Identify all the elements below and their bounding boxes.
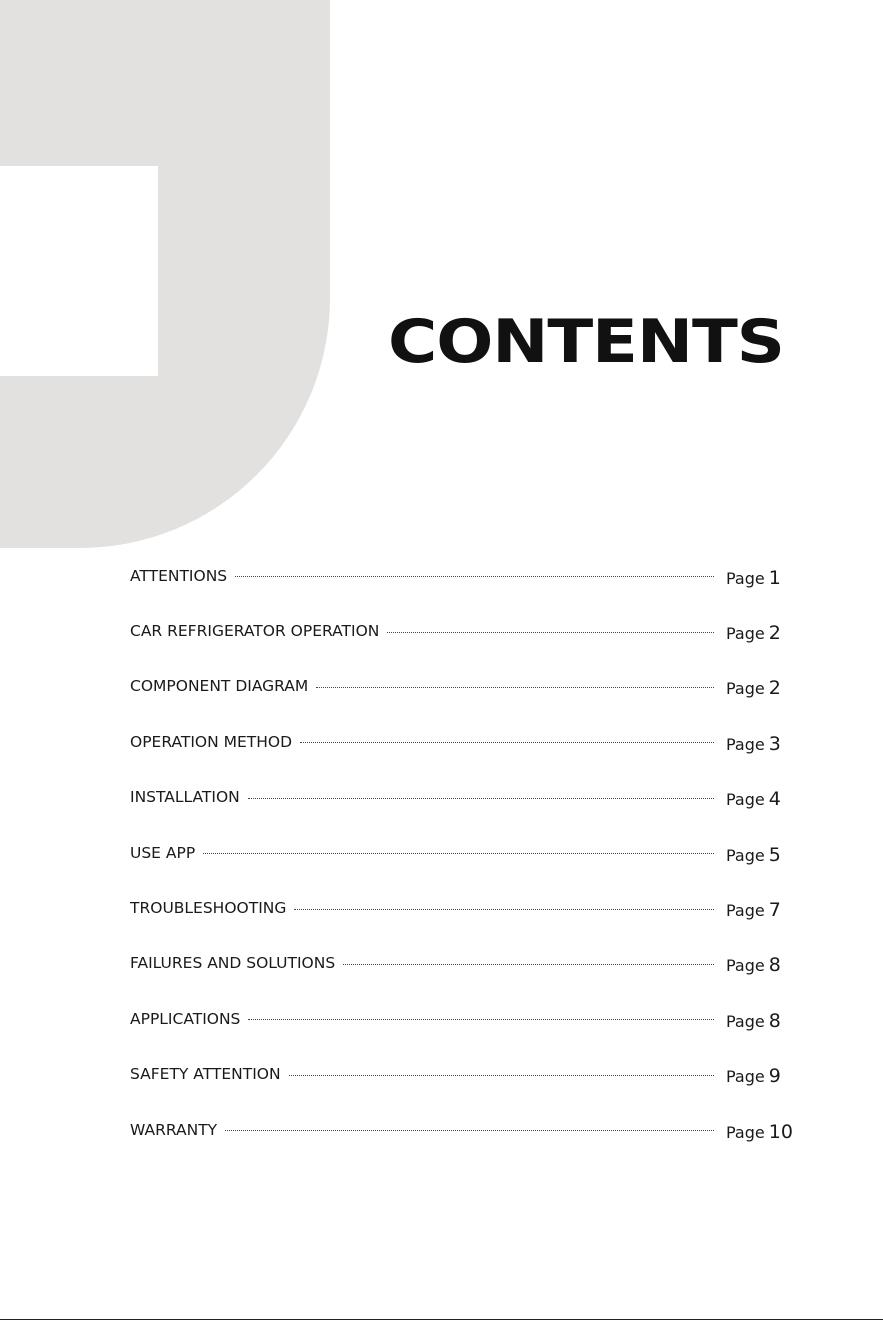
toc-page-number: 1 xyxy=(768,566,781,589)
toc-entry-label: OPERATION METHOD xyxy=(130,732,293,751)
toc-page-word: Page xyxy=(726,1122,765,1142)
toc-page-number: 9 xyxy=(768,1065,781,1088)
toc-page-ref xyxy=(726,677,810,699)
toc-page-word: Page xyxy=(726,790,765,810)
toc-entry-label: SAFETY ATTENTION xyxy=(130,1065,281,1084)
toc-entry-installation[interactable] xyxy=(130,770,810,825)
toc-page-number: 3 xyxy=(768,732,781,755)
toc-entry-label: COMPONENT DIAGRAM xyxy=(130,677,309,696)
toc-page-ref xyxy=(726,899,810,921)
toc-page-ref xyxy=(726,1121,810,1143)
page-title: CONTENTS xyxy=(388,307,784,377)
toc-dot-leader xyxy=(248,798,714,799)
toc-dot-leader xyxy=(235,576,714,577)
toc-entry-applications[interactable] xyxy=(130,991,810,1046)
toc-entry-label: USE APP xyxy=(130,843,196,862)
toc-entry-warranty[interactable] xyxy=(130,1102,810,1157)
toc-dot-leader xyxy=(203,853,714,854)
toc-dot-leader xyxy=(387,632,714,633)
toc-dot-leader xyxy=(225,1130,714,1131)
toc-page-number: 8 xyxy=(768,1009,781,1032)
toc-dot-leader xyxy=(294,909,714,910)
toc-page-number: 2 xyxy=(768,677,781,700)
toc-page-word: Page xyxy=(726,956,765,976)
toc-page-number: 2 xyxy=(768,622,781,645)
toc-entry-label: CAR REFRIGERATOR OPERATION xyxy=(130,622,380,641)
toc-page-number: 7 xyxy=(768,899,781,922)
toc-dot-leader xyxy=(300,742,714,743)
toc-page-ref xyxy=(726,844,810,866)
toc-entry-failures-and-solutions[interactable] xyxy=(130,936,810,991)
toc-entry-car-refrigerator-operation[interactable] xyxy=(130,603,810,658)
decorative-shape-cutout xyxy=(0,166,158,376)
table-of-contents xyxy=(130,548,810,1157)
toc-entry-attentions[interactable] xyxy=(130,548,810,603)
toc-page-word: Page xyxy=(726,734,765,754)
toc-entry-use-app[interactable] xyxy=(130,825,810,880)
toc-page-ref xyxy=(726,954,810,976)
toc-entry-component-diagram[interactable] xyxy=(130,659,810,714)
toc-page-number: 4 xyxy=(768,788,781,811)
toc-entry-troubleshooting[interactable] xyxy=(130,880,810,935)
toc-dot-leader xyxy=(343,964,714,965)
toc-page-number: 10 xyxy=(768,1120,793,1143)
toc-page-number: 8 xyxy=(768,954,781,977)
toc-page-word: Page xyxy=(726,568,765,588)
toc-page-word: Page xyxy=(726,679,765,699)
toc-entry-label: FAILURES AND SOLUTIONS xyxy=(130,954,336,973)
toc-page-word: Page xyxy=(726,1067,765,1087)
toc-entry-safety-attention[interactable] xyxy=(130,1047,810,1102)
toc-entry-label: TROUBLESHOOTING xyxy=(130,899,287,918)
toc-entry-label: APPLICATIONS xyxy=(130,1009,241,1028)
toc-page-word: Page xyxy=(726,845,765,865)
toc-page-word: Page xyxy=(726,624,765,644)
toc-entry-operation-method[interactable] xyxy=(130,714,810,769)
toc-dot-leader xyxy=(289,1075,714,1076)
toc-entry-label: ATTENTIONS xyxy=(130,566,228,585)
toc-entry-label: INSTALLATION xyxy=(130,788,240,807)
toc-page-ref xyxy=(726,1065,810,1087)
toc-page-ref xyxy=(726,1010,810,1032)
bottom-divider-line xyxy=(0,1319,883,1320)
toc-page-word: Page xyxy=(726,901,765,921)
toc-dot-leader xyxy=(316,687,714,688)
toc-page-ref xyxy=(726,733,810,755)
toc-page-ref xyxy=(726,788,810,810)
toc-dot-leader xyxy=(248,1019,714,1020)
toc-page-ref xyxy=(726,567,810,589)
toc-page-ref xyxy=(726,622,810,644)
toc-page-word: Page xyxy=(726,1011,765,1031)
toc-entry-label: WARRANTY xyxy=(130,1120,218,1139)
toc-page-number: 5 xyxy=(768,843,781,866)
